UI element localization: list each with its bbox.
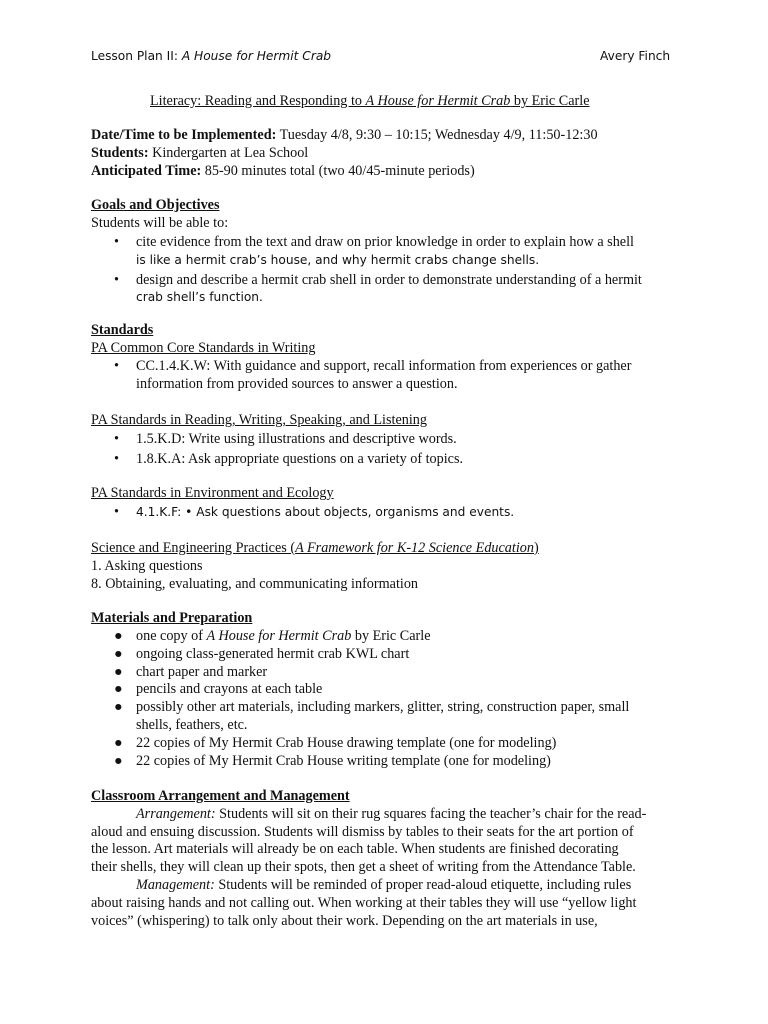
date-label: Date/Time to be Implemented:: [91, 127, 277, 143]
env-heading: PA Standards in Environment and Ecology: [91, 485, 334, 501]
standards-section: [91, 322, 691, 358]
list-item: [91, 272, 691, 308]
sep-heading-title: A Framework for K-12 Science Education: [295, 540, 534, 556]
students-value: Kindergarten at Lea School: [148, 144, 309, 161]
bullet-icon: ●: [114, 663, 123, 680]
env-list: [91, 504, 691, 522]
bullet-icon: ●: [114, 734, 123, 751]
bullet-icon: ●: [114, 752, 123, 769]
material-text: by Eric Carle: [351, 628, 431, 644]
list-item: [91, 681, 691, 699]
management-label: Management:: [136, 876, 215, 893]
list-item: [91, 628, 691, 646]
paragraph-text: Students will be reminded of proper read-aloud etiquette, including rules: [214, 876, 632, 893]
classroom-heading: Classroom Arrangement and Management: [91, 788, 350, 804]
goals-heading: Goals and Objectives: [91, 197, 220, 213]
list-item: [91, 234, 691, 270]
sep-heading-prefix: Science and Engineering Practices (: [91, 540, 296, 556]
paragraph-line: about raising hands and not calling out. When working at their tables they will use “yellow light: [91, 894, 637, 911]
list-item: [91, 646, 691, 664]
materials-heading: Materials and Preparation: [91, 610, 253, 626]
rwsl-list: [91, 431, 691, 469]
sep-heading: [91, 540, 691, 558]
goal-line: cite evidence from the text and draw on prior knowledge in order to explain how a shell: [136, 234, 634, 250]
title-suffix: by Eric Carle: [510, 93, 590, 109]
goal-line: is like a hermit crab’s house, and why hermit crabs change shells.: [136, 252, 540, 267]
time-label: Anticipated Time:: [91, 162, 202, 179]
list-item: [91, 753, 691, 771]
header-prefix: Lesson Plan II:: [91, 49, 182, 63]
bullet-icon: •: [114, 358, 119, 374]
paragraph-text: Students will sit on their rug squares facing the teacher’s chair for the read-: [215, 805, 647, 822]
material-text: one copy of: [136, 628, 207, 644]
material-book-title: A House for Hermit Crab: [206, 628, 352, 644]
paragraph-line: voices” (whispering) to talk only about their work. Depending on the art materials in use,: [91, 912, 598, 929]
material-text: chart paper and marker: [136, 663, 268, 680]
date-line: [91, 127, 691, 145]
standard-line: CC.1.4.K.W: With guidance and support, recall information from experiences or gather: [136, 358, 632, 374]
standard-text: 4.1.K.F: • Ask questions about objects, organisms and events.: [136, 505, 515, 519]
classroom-section: [91, 788, 691, 930]
management-paragraph: [91, 877, 691, 930]
material-text: possibly other art materials, including markers, glitter, string, construction paper, small: [136, 699, 630, 716]
arrangement-paragraph: [91, 806, 691, 877]
material-text: pencils and crayons at each table: [136, 681, 323, 698]
sep-section: [91, 540, 691, 593]
goals-section: [91, 197, 691, 233]
bullet-icon: •: [114, 431, 119, 447]
paragraph-line: their shells, they will clean up their spots, then get a sheet of writing from the Attendance Table.: [91, 859, 636, 876]
list-item: [91, 664, 691, 682]
paragraph-line: [91, 877, 691, 895]
bullet-icon: ●: [114, 681, 123, 698]
material-text: ongoing class-generated hermit crab KWL chart: [136, 645, 410, 662]
sep-heading-suffix: ): [533, 540, 539, 556]
paragraph-line: the lesson. Art materials will already be on each table. When students are finished decorating: [91, 841, 619, 858]
students-label: Students:: [91, 144, 149, 161]
meta-block: [91, 127, 691, 180]
header-book-title: A House for Hermit Crab: [181, 49, 332, 63]
standards-heading: Standards: [91, 322, 154, 338]
date-value: Tuesday 4/8, 9:30 – 10:15; Wednesday 4/9, 11:50-12:30: [276, 127, 598, 143]
bullet-icon: •: [114, 271, 119, 288]
running-header-author: Avery Finch: [600, 49, 671, 63]
paragraph-line: aloud and ensuing discussion. Students will dismiss by tables to their seats for the art portion of: [91, 823, 634, 840]
material-text: shells, feathers, etc.: [136, 716, 248, 733]
time-value: 85-90 minutes total (two 40/45-minute periods): [201, 162, 475, 179]
rwsl-heading: PA Standards in Reading, Writing, Speaking, and Listening: [91, 412, 427, 428]
bullet-icon: •: [114, 234, 119, 250]
title-prefix: Literacy: Reading and Responding to: [150, 93, 366, 109]
students-line: [91, 145, 691, 163]
standard-text: 1.5.K.D: Write using illustrations and descriptive words.: [136, 431, 457, 447]
bullet-icon: ●: [114, 699, 123, 716]
paragraph-line: [91, 806, 691, 824]
writing-standards-list: [91, 358, 691, 394]
goals-list: [91, 234, 691, 307]
list-item: [91, 699, 691, 735]
bullet-icon: •: [114, 504, 119, 520]
standard-text: 1.8.K.A: Ask appropriate questions on a variety of topics.: [136, 450, 464, 467]
goals-intro: Students will be able to:: [91, 214, 229, 231]
list-item: [91, 504, 691, 522]
list-item: [91, 735, 691, 753]
material-text: 22 copies of My Hermit Crab House writing template (one for modeling): [136, 752, 551, 769]
material-text: 22 copies of My Hermit Crab House drawing template (one for modeling): [136, 734, 557, 751]
list-item: [91, 358, 691, 394]
arrangement-label: Arrangement:: [136, 805, 216, 822]
bullet-icon: ●: [114, 645, 123, 662]
goal-line: design and describe a hermit crab shell in order to demonstrate understanding of a hermit: [136, 271, 642, 288]
writing-standards-heading: PA Common Core Standards in Writing: [91, 339, 316, 356]
goal-line: crab shell’s function.: [136, 290, 263, 305]
sep-item: 1. Asking questions: [91, 557, 203, 574]
sep-item: 8. Obtaining, evaluating, and communicating information: [91, 575, 419, 592]
list-item: [91, 431, 691, 449]
time-line: [91, 163, 691, 181]
standard-line: information from provided sources to answer a question.: [136, 375, 458, 392]
title-book: A House for Hermit Crab: [365, 93, 511, 109]
bullet-icon: •: [114, 450, 119, 467]
materials-list: [91, 628, 691, 770]
list-item: [91, 451, 691, 469]
lesson-title: [150, 93, 590, 111]
bullet-icon: ●: [114, 628, 123, 644]
running-header-left: [91, 48, 331, 66]
